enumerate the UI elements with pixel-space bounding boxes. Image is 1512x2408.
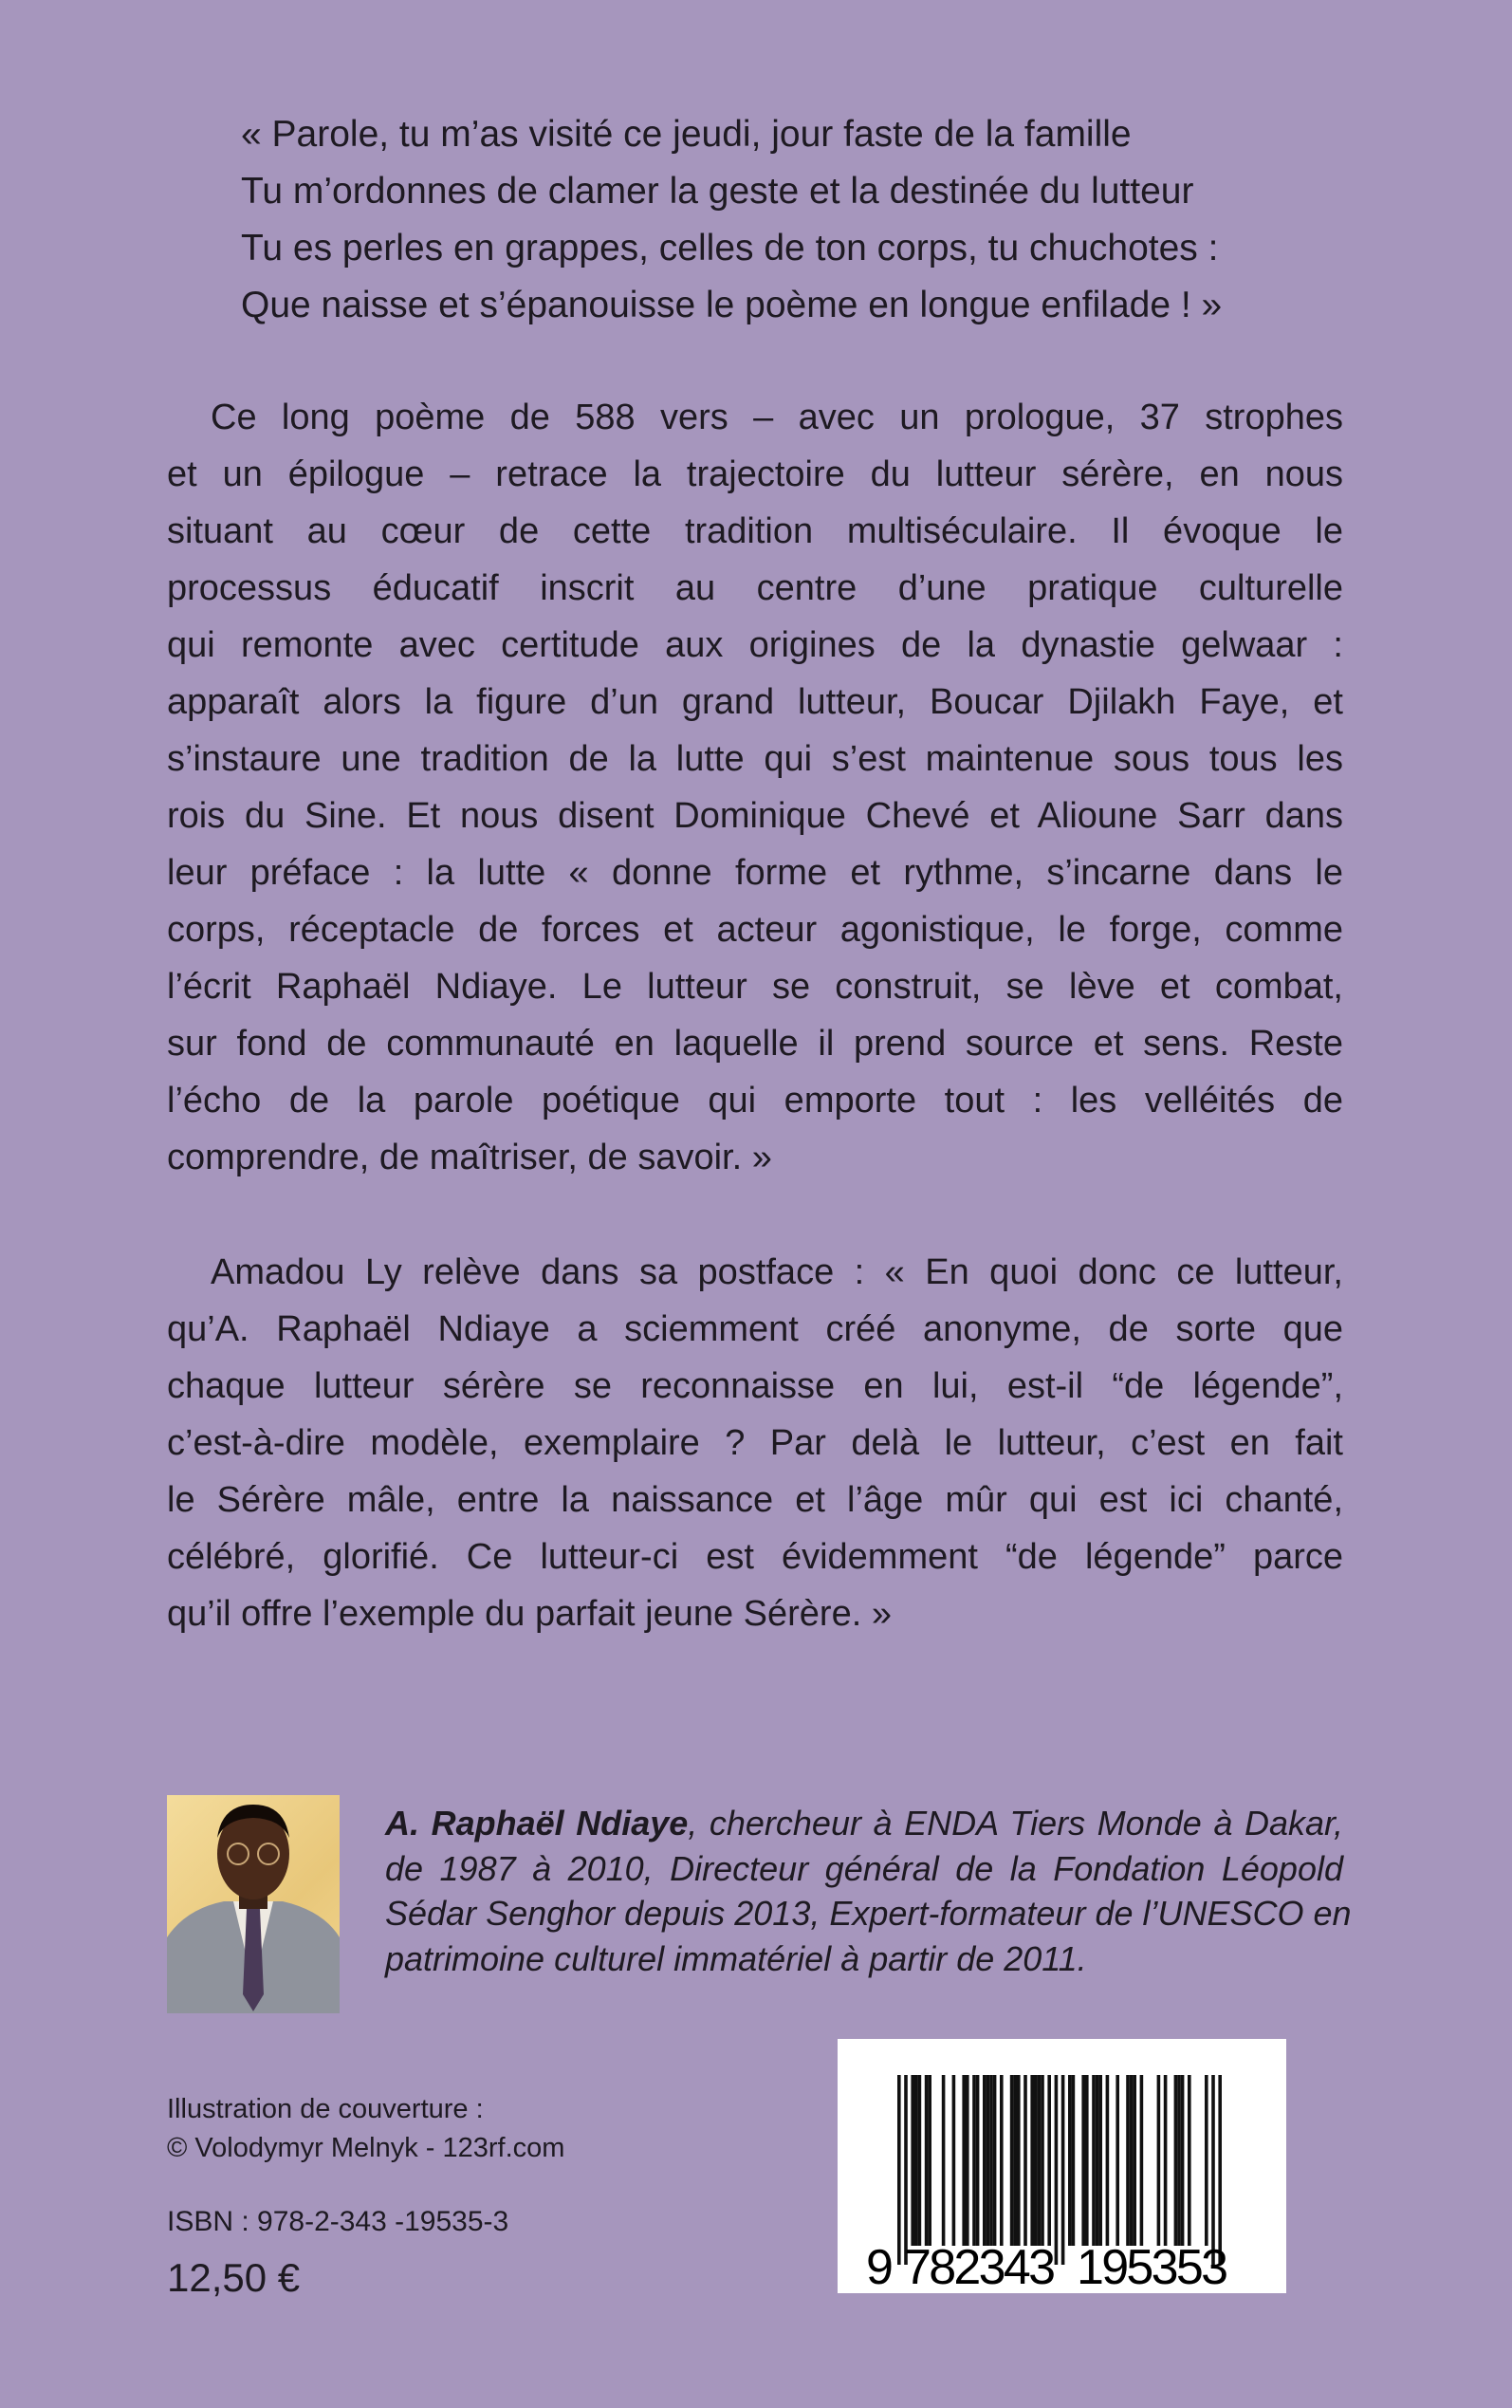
isbn: ISBN : 978-2-343 -19535-3 — [167, 2206, 509, 2237]
paragraph-line: qui remonte avec certitude aux origines de la dynastie gelwaar : — [167, 625, 1343, 665]
barcode-bar — [1085, 2075, 1089, 2246]
cover-credit — [167, 2090, 564, 2168]
paragraph-line: l’écho de la parole poétique qui emporte tout : les velléités de — [167, 1081, 1343, 1121]
barcode-bar — [1068, 2075, 1072, 2246]
barcode-bar — [1164, 2075, 1168, 2246]
barcode-bar — [1017, 2075, 1021, 2246]
barcode-bar — [1010, 2075, 1014, 2246]
summary-paragraph — [167, 389, 1343, 1186]
bio-line: patrimoine culturel immatériel à partir de 2011. — [385, 1938, 1087, 1978]
paragraph-line: qu’A. Raphaël Ndiaye a sciemment créé anonyme, de sorte que — [167, 1309, 1343, 1349]
barcode-bar — [1030, 2075, 1034, 2246]
barcode-bar — [1096, 2075, 1099, 2246]
barcode-bar — [986, 2075, 990, 2246]
paragraph-line: célébré, glorifié. Ce lutteur-ci est évidemment “de légende” parce — [167, 1537, 1343, 1577]
paragraph-line: corps, réceptacle de forces et acteur agonistique, le forge, comme — [167, 910, 1343, 950]
barcode-bar — [962, 2075, 966, 2246]
barcode-bar — [904, 2075, 908, 2265]
barcode-bar — [1081, 2075, 1085, 2246]
barcode-bar — [1023, 2075, 1027, 2246]
paragraph-line: processus éducatif inscrit au centre d’une pratique culturelle — [167, 568, 1343, 608]
barcode-bar — [1047, 2075, 1051, 2246]
barcode-bar — [1177, 2075, 1181, 2246]
barcode-bar — [1038, 2075, 1042, 2246]
barcode-bar — [952, 2075, 956, 2246]
price: 12,50 € — [167, 2255, 301, 2300]
epigraph-line: Que naisse et s’épanouisse le poème en longue enfilade ! » — [241, 285, 1223, 325]
barcode-bar — [1188, 2075, 1191, 2246]
barcode — [838, 2039, 1286, 2293]
postface-paragraph — [167, 1244, 1343, 1642]
barcode-bar — [966, 2075, 969, 2246]
barcode-bar — [914, 2075, 918, 2246]
barcode-digit-first: 9 — [866, 2240, 894, 2293]
epigraph — [241, 106, 1222, 334]
barcode-bar — [972, 2075, 976, 2246]
barcode-bar — [928, 2075, 931, 2246]
credit-label: Illustration de couverture : — [167, 2094, 484, 2124]
barcode-bar — [1130, 2075, 1134, 2246]
paragraph-line: situant au cœur de cette tradition multiséculaire. Il évoque le — [167, 511, 1343, 551]
barcode-bar — [911, 2075, 914, 2246]
barcode-bar — [918, 2075, 922, 2246]
author-name: A. Raphaël Ndiaye — [385, 1804, 689, 1843]
barcode-bar — [1157, 2075, 1161, 2246]
barcode-bar — [925, 2075, 929, 2246]
barcode-bar — [983, 2075, 986, 2246]
barcode-bar — [1181, 2075, 1185, 2246]
barcode-bar — [989, 2075, 993, 2246]
barcode-bar — [1092, 2075, 1096, 2246]
barcode-digits-right: 195353 — [1077, 2240, 1228, 2293]
barcode-bar — [1061, 2075, 1065, 2265]
barcode-bar — [1106, 2075, 1110, 2246]
author-photo — [167, 1795, 340, 2013]
paragraph-line: s’instaure une tradition de la lutte qui s’est maintenue sous tous les — [167, 739, 1343, 779]
barcode-bar — [1055, 2075, 1059, 2265]
barcode-bar — [1116, 2075, 1119, 2246]
paragraph-line: sur fond de communauté en laquelle il prend source et sens. Reste — [167, 1024, 1343, 1064]
paragraph-line: leur préface : la lutte « donne forme et rythme, s’incarne dans le — [167, 853, 1343, 893]
barcode-bar — [942, 2075, 946, 2246]
barcode-bar — [1126, 2075, 1130, 2246]
credit-source: © Volodymyr Melnyk - 123rf.com — [167, 2133, 565, 2163]
barcode-bar — [1205, 2075, 1208, 2246]
bio-line: Sédar Senghor depuis 2013, Expert-formateur de l’UNESCO en — [385, 1894, 1352, 1933]
barcode-bar — [1072, 2075, 1076, 2246]
paragraph-line: qu’il offre l’exemple du parfait jeune Sérère. » — [167, 1594, 892, 1634]
barcode-bar — [1013, 2075, 1017, 2246]
paragraph-line: comprendre, de maîtriser, de savoir. » — [167, 1138, 772, 1177]
paragraph-line: rois du Sine. Et nous disent Dominique Chevé et Alioune Sarr dans — [167, 796, 1343, 836]
paragraph-line: chaque lutteur sérère se reconnaisse en lui, est-il “de légende”, — [167, 1366, 1343, 1406]
paragraph-line: l’écrit Raphaël Ndiaye. Le lutteur se construit, se lève et combat, — [167, 967, 1343, 1007]
paragraph-line: le Sérère mâle, entre la naissance et l’âge mûr qui est ici chanté, — [167, 1480, 1343, 1520]
bio-line: , chercheur à ENDA Tiers Monde à Dakar, — [688, 1804, 1343, 1843]
paragraph-line: c’est-à-dire modèle, exemplaire ? Par delà le lutteur, c’est en fait — [167, 1423, 1343, 1463]
bio-line: de 1987 à 2010, Directeur général de la Fondation Léopold — [385, 1848, 1343, 1888]
barcode-bar — [1140, 2075, 1144, 2246]
barcode-digits-left: 782343 — [904, 2240, 1056, 2293]
barcode-bar — [1211, 2075, 1215, 2265]
barcode-bar — [1034, 2075, 1038, 2246]
barcode-bar — [1133, 2075, 1136, 2246]
paragraph-line: Amadou Ly relève dans sa postface : « En quoi donc ce lutteur, — [211, 1252, 1343, 1292]
barcode-bars — [838, 2039, 1286, 2293]
barcode-bar — [897, 2075, 901, 2265]
epigraph-line: Tu m’ordonnes de clamer la geste et la destinée du lutteur — [241, 171, 1194, 212]
barcode-bar — [1098, 2075, 1102, 2246]
barcode-bar — [976, 2075, 980, 2246]
barcode-bar — [1041, 2075, 1044, 2246]
barcode-bar — [993, 2075, 997, 2246]
epigraph-line: Tu es perles en grappes, celles de ton corps, tu chuchotes : — [241, 228, 1219, 269]
paragraph-line: Ce long poème de 588 vers – avec un prologue, 37 strophes — [211, 398, 1343, 437]
author-bio — [385, 1801, 1352, 1981]
barcode-bar — [1000, 2075, 1004, 2246]
barcode-bar — [1174, 2075, 1178, 2246]
barcode-bar — [1218, 2075, 1222, 2265]
epigraph-line: « Parole, tu m’as visité ce jeudi, jour faste de la famille — [241, 114, 1132, 155]
paragraph-line: apparaît alors la figure d’un grand lutteur, Boucar Djilakh Faye, et — [167, 682, 1343, 722]
paragraph-line: et un épilogue – retrace la trajectoire du lutteur sérère, en nous — [167, 454, 1343, 494]
